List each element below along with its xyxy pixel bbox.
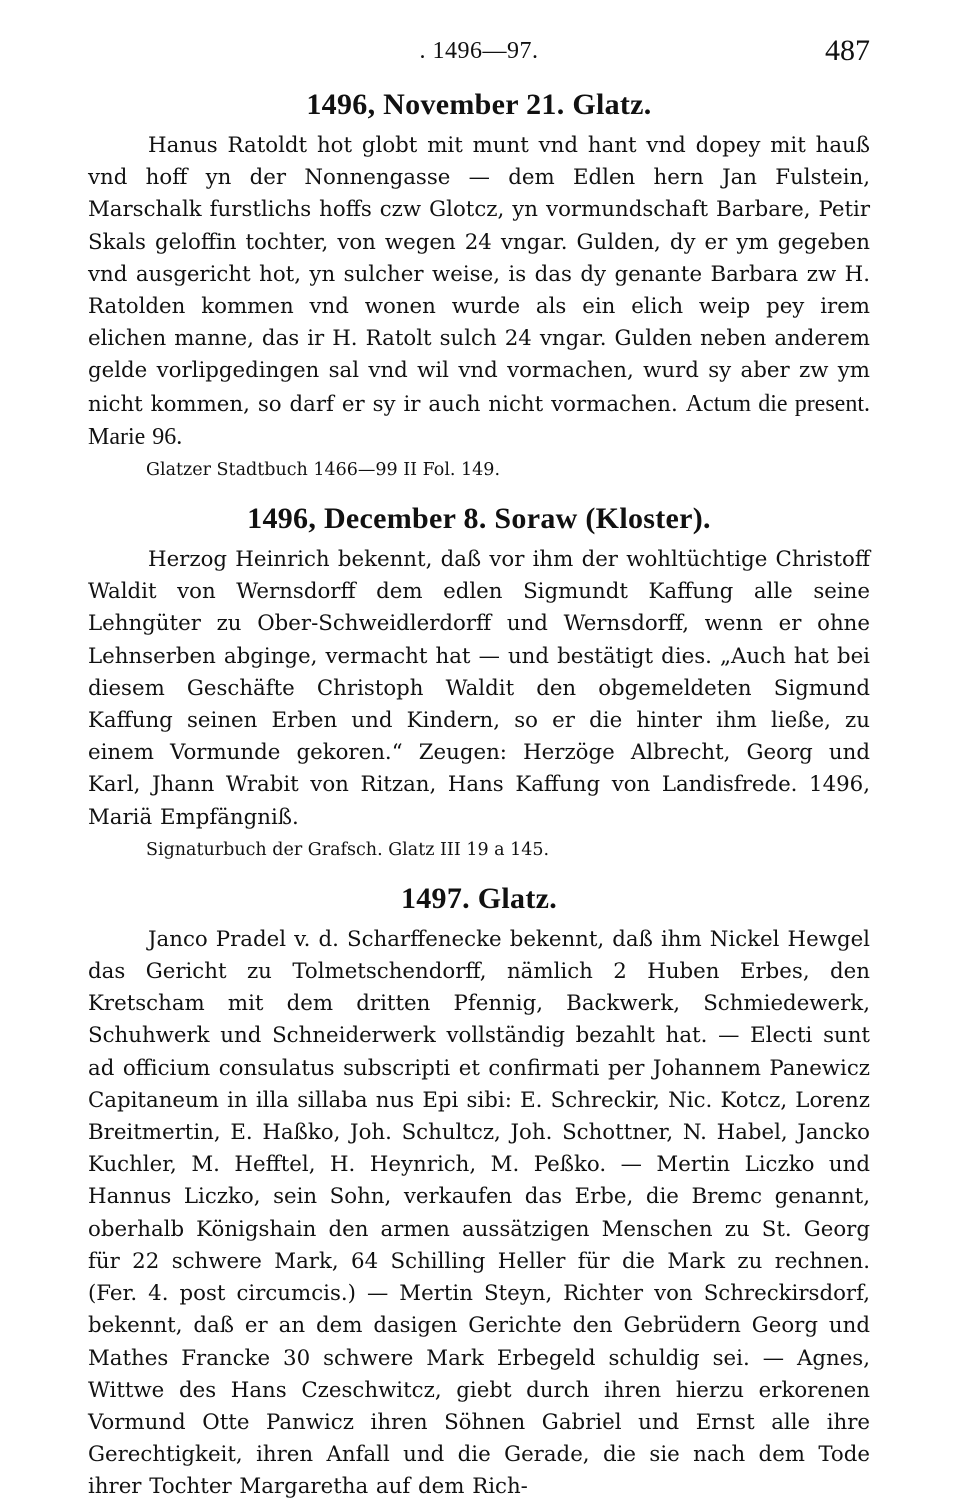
entry-1496-december (88, 502, 870, 864)
entry-body-text: Herzog Heinrich bekennt, daß vor ihm der wohltüchtige Christoff Waldit von Wernsdorff dem edlen Sigmundt Kaffung alle seine Lehngüter zu Ober-Schweidlerdorff und Wernsdorff, wenn er ohne Lehnserben abginge, vermacht hat — und bestätigt dies. „Auch hat bei diesem Geschäfte Christoph Waldit den obgemeldeten Sigmund Kaffung seinen Erben und Kindern, so er die hinter ihm ließe, zu einem Vormunde gekoren.“ Zeugen: Herzöge Albrecht, Georg und Karl, Jhann Wrabit von Ritzan, Hans Kaffung von Landisfrede. 1496, Mariä Empfängniß. (88, 547, 870, 830)
entry-body-text: Hanus Ratoldt hot globt mit munt vnd hant vnd dopey mit hauß vnd hoff yn der Nonnengasse — dem Edlen hern Jan Fulstein, Marschalk furstlichs hoffs czw Glotcz, yn vormundschaft Barbare, Petir Skals geloffin tochter, von wegen 24 vngar. Gulden, dy er ym gegeben vnd ausgericht hot, yn sulcher weise, is das dy genante Barbara zw H. Ratolden kommen vnd wonen wurde als ein elich weip pey irem elichen manne, das ir H. Ratolt sulch 24 vngar. Gulden neben anderem gelde vorlipgedingen sal vnd wil vnd vormachen, wurd sy aber zw ym nicht kommen, so darf er sy ir auch nicht vormachen. (88, 133, 870, 417)
entry-body-text: Janco Pradel v. d. Scharffenecke bekennt, daß ihm Nickel Hewgel das Gericht zu Tolmetschendorff, nämlich 2 Huben Erbes, den Kretscham mit dem dritten Pfennig, Backwerk, Schmiedewerk, Schuhwerk und Schneiderwerk vollständig bezahlt hat. — Electi sunt ad officium consulatus subscripti et confirmati per Johannem Panewicz Capitaneum in illa sillaba nus Epi sibi: E. Schreckir, Nic. Kotcz, Lorenz Breitmertin, E. Haßko, Joh. Schultcz, Joh. Schottner, N. Habel, Jancko Kuchler, M. Hefftel, H. Heynrich, M. Peßko. — Mertin Liczko und Hannus Liczko, sein Sohn, verkaufen das Erbe, die Bremc genannt, oberhalb Königshain den armen aussätzigen Menschen zu St. Georg für 22 schwere Mark, 64 Schilling Heller für die Mark zu rechnen. (Fer. 4. post circumcis.) — Mertin Steyn, Richter von Schreckirsdorf, bekennt, daß er an dem dasigen Gerichte den Gebrüdern Georg und Mathes Francke 30 schwere Mark Erbegeld schuldig sei. — Agnes, Wittwe des Hans Czeschwitcz, giebt durch ihren hierzu erkorenen Vormund Otte Panwicz ihren Söhnen Gabriel und Ernst alle ihre Gerechtigkeit, ihren Anfall und die Gerade, die sie nach dem Tode ihrer Tochter Margaretha auf dem Rich- (88, 926, 870, 1500)
page-number: 487 (825, 34, 870, 67)
running-header (88, 34, 870, 78)
entry-1496-november (88, 88, 870, 484)
entry-body-latin: Actum die present. Marie 96. (88, 390, 870, 450)
entry-body (88, 544, 870, 834)
entry-source-citation: Signaturbuch der Grafsch. Glatz III 19 a 145. (146, 839, 550, 860)
entry-source-citation: Glatzer Stadtbuch 1466—99 II Fol. 149. (146, 460, 501, 481)
entry-1497 (88, 882, 870, 1504)
entry-body (88, 130, 870, 454)
running-title: . 1496—97. (419, 38, 539, 64)
entry-body (88, 924, 870, 1504)
entry-heading: 1496, November 21. Glatz. (306, 88, 652, 121)
entry-heading: 1497. Glatz. (400, 881, 558, 915)
entry-heading: 1496, December 8. Soraw (Kloster). (247, 502, 711, 536)
